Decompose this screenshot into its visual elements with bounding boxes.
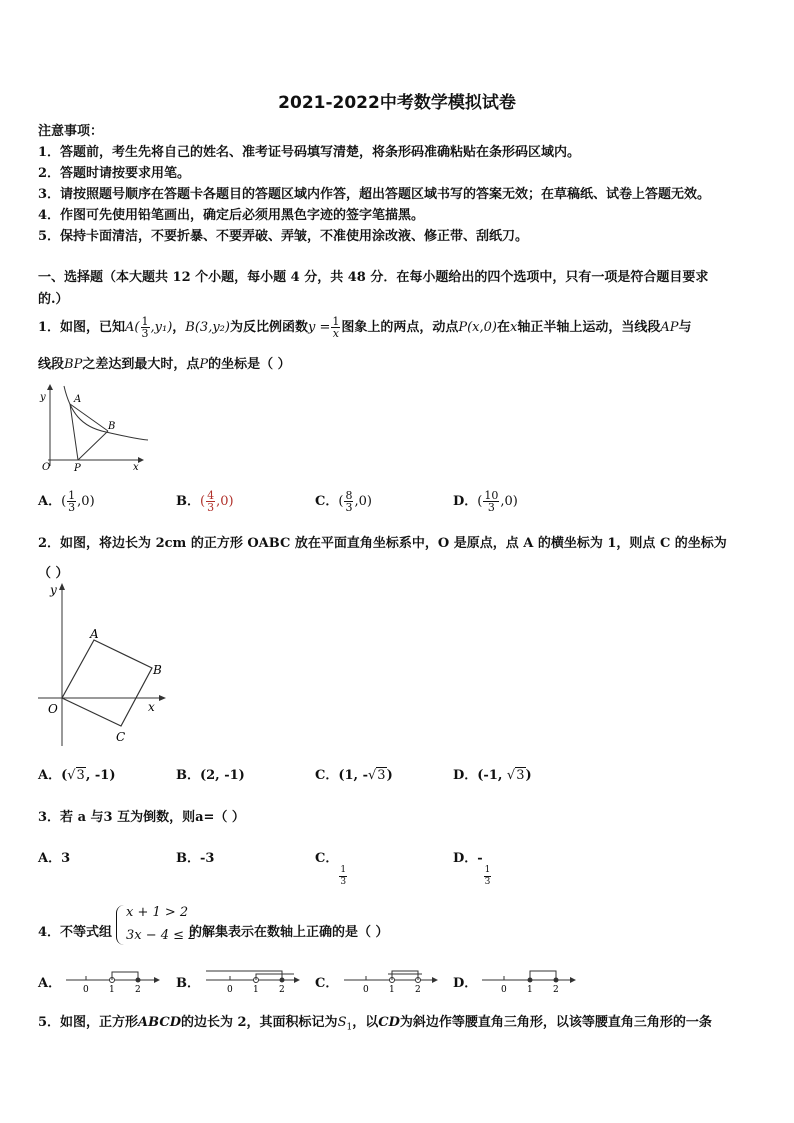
question-3-stem: 3．若 a 与3 互为倒数，则a=（ ）: [38, 810, 245, 825]
svg-text:1: 1: [109, 985, 115, 994]
q2-option-c[interactable]: C．(1, -√3): [315, 768, 393, 783]
svg-text:2: 2: [279, 985, 285, 994]
question-1-figure: [36, 382, 156, 472]
q3-option-c[interactable]: C． $\frac{1}{3}$: [315, 851, 347, 887]
q4-option-b-label[interactable]: B．: [176, 976, 200, 991]
q3-option-a[interactable]: A．3: [38, 851, 71, 866]
svg-text:0: 0: [363, 985, 369, 994]
svg-text:1: 1: [527, 985, 533, 994]
inequality-2: 3x − 4 ≤ 2: [126, 928, 197, 943]
fig-label-b: B: [153, 663, 162, 677]
fig-label-a: A: [74, 394, 82, 405]
svg-text:0: 0: [83, 985, 89, 994]
q4-option-b-numberline[interactable]: [202, 966, 302, 994]
q1-option-c[interactable]: C．( $\frac{8}{3}$ ,0): [315, 489, 372, 514]
svg-text:2: 2: [415, 985, 421, 994]
q1-option-d[interactable]: D．( $\frac{10}{3}$ ,0): [453, 489, 518, 514]
question-4-pre: 4．不等式组: [38, 925, 113, 940]
q2-option-d[interactable]: D．(-1, √3): [453, 768, 532, 783]
question-5-line1: 5．如图，正方形ABCD的边长为 2，其面积标记为$S_1$，以CD为斜边作等腰直角三角形，以该等腰直角三角形的一条: [38, 1015, 712, 1033]
question-4-post: 的解集表示在数轴上正确的是（ ）: [189, 925, 389, 940]
svg-text:2: 2: [553, 985, 559, 994]
fig-label-x: x: [148, 700, 155, 714]
fig-label-c: C: [116, 730, 126, 744]
question-1-line1: 1．如图，已知A( $\frac{1}{3}$ ,y₁)，B(3,y₂)为反比例函数y = $\frac{1}{x}$ 图象上的两点，动点P(x,0)在x轴正半轴上运动，当线段AP与: [38, 315, 692, 340]
svg-text:1: 1: [253, 985, 259, 994]
q4-option-d-numberline[interactable]: [478, 966, 578, 994]
fig-label-a: A: [90, 627, 99, 641]
fig-label-o: O: [48, 702, 58, 716]
q3-option-d[interactable]: D．- $\frac{1}{3}$: [453, 851, 491, 887]
q2-option-a[interactable]: A．(√3, -1): [38, 768, 116, 783]
svg-text:0: 0: [501, 985, 507, 994]
inequality-1: x + 1 > 2: [126, 905, 189, 920]
q3-option-b[interactable]: B．-3: [176, 851, 215, 866]
q4-option-a-label[interactable]: A．: [38, 976, 62, 991]
svg-text:0: 0: [227, 985, 233, 994]
fig-label-y: y: [50, 583, 57, 597]
svg-text:1: 1: [389, 985, 395, 994]
section-heading: 一、选择题（本大题共 12 个小题，每小题 4 分，共 48 分．在每小题给出的四个选项中，只有一项是符合题目要求: [38, 270, 709, 285]
fig-label-x: x: [133, 462, 139, 472]
question-2-figure: [36, 580, 176, 750]
question-1-line2: 线段BP之差达到最大时，点P的坐标是（ ）: [38, 357, 291, 372]
notes-heading: 注意事项：: [38, 124, 104, 139]
svg-text:2: 2: [135, 985, 141, 994]
question-2-line2: （ ）: [38, 566, 69, 581]
q1-option-b[interactable]: B．( $\frac{4}{3}$ ,0): [176, 489, 234, 514]
brace: [116, 905, 125, 945]
fig-label-o: O: [42, 462, 51, 472]
note-item: 3．请按照题号顺序在答题卡各题目的答题区域内作答，超出答题区域书写的答案无效；在草稿纸、试卷上答题无效。: [38, 187, 711, 202]
note-item: 1．答题前，考生先将自己的姓名、准考证号码填写清楚，将条形码准确粘贴在条形码区域内。: [38, 145, 581, 160]
note-item: 4．作图可先使用铅笔画出，确定后必须用黑色字迹的签字笔描黑。: [38, 208, 425, 223]
q2-option-b[interactable]: B．(2, -1): [176, 768, 245, 783]
q4-option-a-numberline[interactable]: [62, 966, 162, 994]
fig-label-b: B: [108, 421, 116, 432]
q4-option-d-label[interactable]: D．: [453, 976, 478, 991]
q4-option-c-label[interactable]: C．: [315, 976, 339, 991]
question-2-line1: 2．如图，将边长为 2cm 的正方形 OABC 放在平面直角坐标系中，O 是原点，点 A 的横坐标为 1，则点 C 的坐标为: [38, 536, 727, 551]
page-title: 2021-2022中考数学模拟试卷: [278, 93, 516, 113]
q1-option-a[interactable]: A．( $\frac{1}{3}$ ,0): [38, 489, 95, 514]
fig-label-p: P: [74, 463, 81, 472]
section-heading-cont: 的.）: [38, 292, 69, 307]
note-item: 2．答题时请按要求用笔。: [38, 166, 191, 181]
q4-option-c-numberline[interactable]: [340, 966, 440, 994]
note-item: 5．保持卡面清洁，不要折暴、不要弄破、弄皱，不准使用涂改液、修正带、刮纸刀。: [38, 229, 529, 244]
fig-label-y: y: [40, 392, 46, 403]
